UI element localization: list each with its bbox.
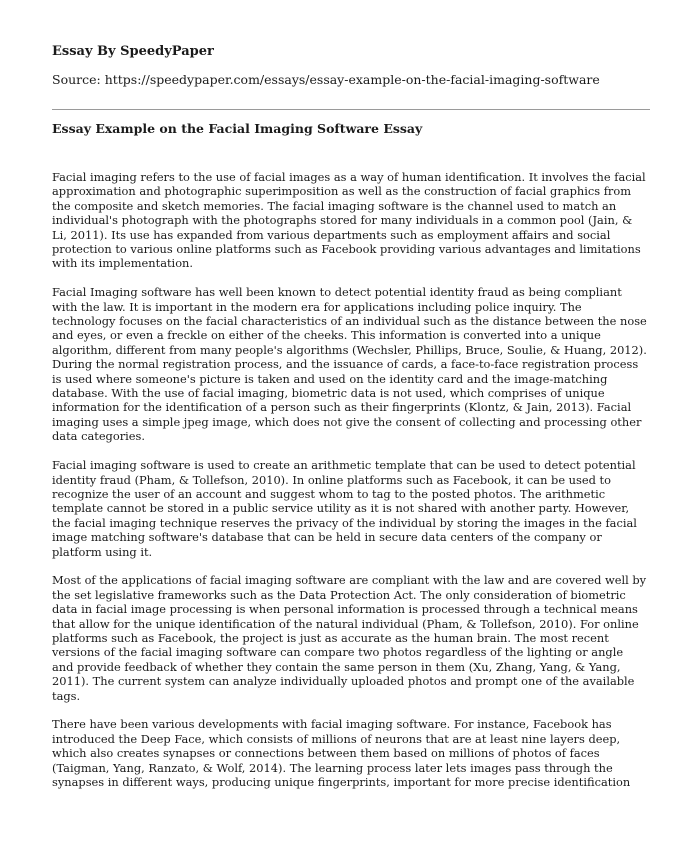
paragraph: Facial Imaging software has well been known to detect potential identity fraud as being compliant with the law. It is important in the modern era for applications including police inquiry. The technology focuses on the facial characteristics of an individual such as the distance between the nose and eyes, or even a freckle on either of the cheeks. This information is converted into a unique algorithm, different from many people's algorithms (Wechsler, Phillips, Bruce, Soulie, & Huang, 2012). During the normal registration process, and the issuance of cards, a face-to-face registration process is used where someone's picture is taken and used on the identity card and the image-matching database. With the use of facial imaging, biometric data is not used, which comprises of unique information for the identification of a person such as their fingerprints (Klontz, & Jain, 2013). Facial imaging uses a simple jpeg image, which does not give the consent of collecting and processing other data categories. <box>52 285 647 444</box>
essay-title: Essay Example on the Facial Imaging Software Essay <box>52 121 423 136</box>
brand-heading: Essay By SpeedyPaper <box>52 44 214 59</box>
source-line: Source: https://speedypaper.com/essays/essay-example-on-the-facial-imaging-software <box>52 72 600 87</box>
paragraph: Most of the applications of facial imaging software are compliant with the law and are covered well by the set legislative frameworks such as the Data Protection Act. The only consideration of biometric data in facial image processing is when personal information is processed through a technical means that allow for the unique identification of the natural individual (Pham, & Tollefson, 2010). For online platforms such as Facebook, the project is just as accurate as the human brain. The most recent versions of the facial imaging software can compare two photos regardless of the lighting or angle and provide feedback of whether they contain the same person in them (Xu, Zhang, Yang, & Yang, 2011). The current system can analyze individually uploaded photos and prompt one of the available tags. <box>52 573 647 703</box>
paragraph: Facial imaging refers to the use of facial images as a way of human identification. It involves the facial approximation and photographic superimposition as well as the construction of facial graphics from the composite and sketch memories. The facial imaging software is the channel used to match an individual's photograph with the photographs stored for many individuals in a common pool (Jain, & Li, 2011). Its use has expanded from various departments such as employment affairs and social protection to various online platforms such as Facebook providing various advantages and limitations with its implementation. <box>52 170 646 271</box>
paragraph: Facial imaging software is used to create an arithmetic template that can be used to detect potential identity fraud (Pham, & Tollefson, 2010). In online platforms such as Facebook, it can be used to recognize the user of an account and suggest whom to tag to the posted photos. The arithmetic template cannot be stored in a public service utility as it is not shared with another party. However, the facial imaging technique reserves the privacy of the individual by storing the images in the facial image matching software's database that can be held in secure data centers of the company or platform using it. <box>52 458 637 559</box>
paragraph: There have been various developments with facial imaging software. For instance, Facebook has introduced the Deep Face, which consists of millions of neurons that are at least nine layers deep, which also creates synapses or connections between them based on millions of photos of faces (Taigman, Yang, Ranzato, & Wolf, 2014). The learning process later lets images pass through the synapses in different ways, producing unique fingerprints, important for more precise identification <box>52 717 631 789</box>
divider <box>52 109 650 110</box>
essay-body <box>52 170 648 804</box>
